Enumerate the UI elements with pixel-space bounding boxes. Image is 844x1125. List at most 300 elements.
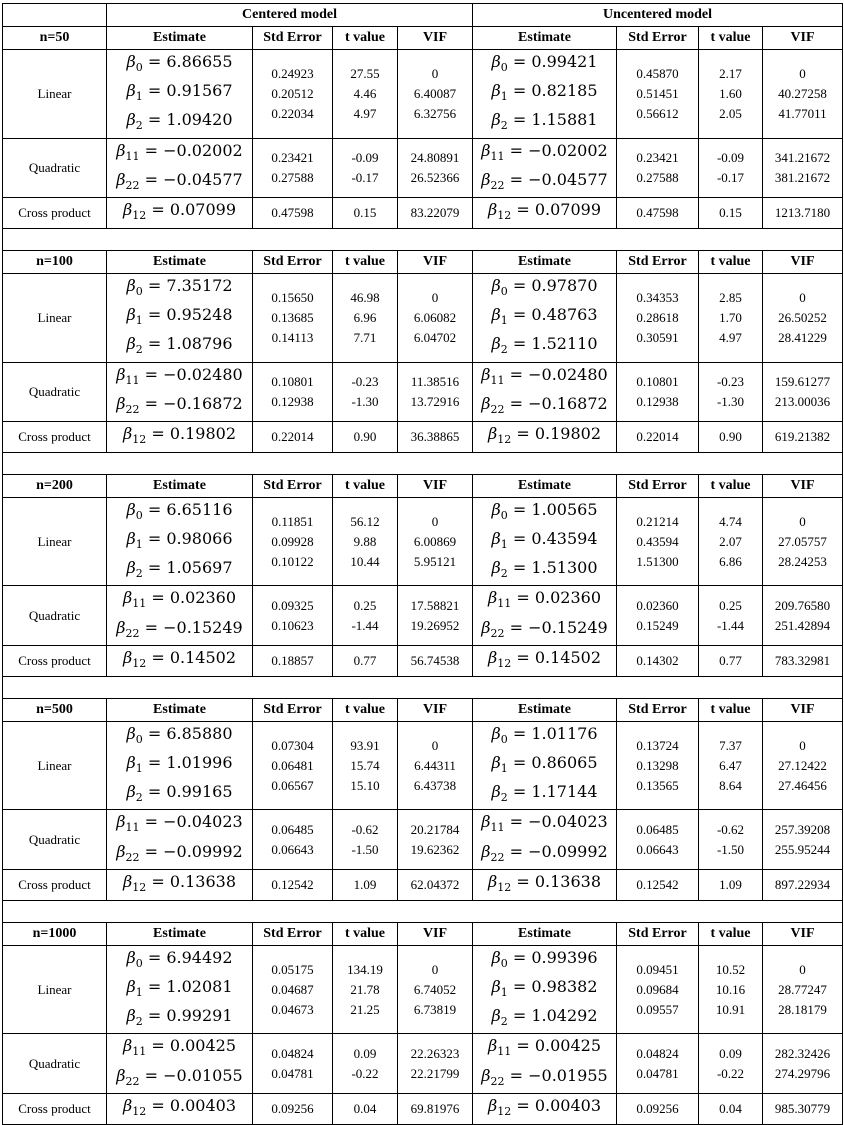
cell-value: 21.25 (350, 1001, 380, 1017)
beta-subscript: 1 (500, 538, 508, 552)
cell-value: 0.27588 (271, 169, 314, 185)
beta-subscript: 1 (135, 538, 143, 552)
centered-cross-estimate (107, 1093, 253, 1124)
uncentered-linear-vif (763, 721, 843, 810)
centered-linear-vif (398, 50, 473, 139)
centered-quadratic-std-error-values (253, 1044, 332, 1084)
beta-subscript: 22 (490, 178, 505, 192)
centered-linear-std-error-values (253, 512, 332, 572)
centered-cross-estimate-value (107, 1094, 252, 1123)
centered-cross-t-value: 0.04 (333, 1093, 398, 1124)
cross-product-row (3, 645, 843, 676)
cell-value: 0 (799, 289, 806, 305)
estimate-value: −0.02480 (163, 364, 243, 384)
beta-symbol: β (116, 169, 126, 189)
beta-subscript: 11 (497, 597, 512, 611)
estimate-value: 0.00403 (169, 1096, 236, 1116)
equals-sign: = (507, 110, 532, 130)
uncentered-quadratic-estimate (473, 362, 617, 421)
cell-value: 46.98 (350, 289, 380, 305)
cell-value: 56.12 (350, 513, 380, 529)
uncentered-quadratic-std-error-values (617, 148, 698, 188)
beta-subscript: 22 (125, 850, 140, 864)
sample-size-label: n=100 (3, 250, 107, 273)
uncentered-quadratic-t-value-values (699, 372, 762, 412)
cross-product-row-label: Cross product (3, 421, 107, 452)
centered-cross-vif: 83.22079 (398, 197, 473, 228)
uncentered-column-header: Estimate (473, 27, 617, 50)
beta-estimate (107, 870, 252, 899)
equals-sign: = (511, 872, 535, 892)
quadratic-row-label: Quadratic (3, 138, 107, 197)
beta-subscript: 12 (497, 1105, 512, 1119)
cross-product-row (3, 869, 843, 900)
uncentered-linear-estimate (473, 945, 617, 1034)
centered-cross-t-value: 0.90 (333, 421, 398, 452)
cell-value: 6.44311 (414, 757, 456, 773)
estimate-value: 6.94492 (166, 947, 233, 967)
beta-estimate (473, 139, 616, 168)
beta-symbol: β (126, 110, 136, 130)
centered-cross-t-value: 0.15 (333, 197, 398, 228)
sample-size-header-row (3, 474, 843, 497)
estimate-value: 1.17144 (531, 782, 598, 802)
centered-quadratic-std-error (253, 138, 333, 197)
beta-subscript: 2 (500, 791, 508, 805)
equals-sign: = (146, 872, 170, 892)
uncentered-quadratic-estimate (473, 810, 617, 869)
beta-estimate (107, 392, 252, 421)
uncentered-cross-estimate (473, 1093, 617, 1124)
cell-value: 19.62362 (410, 841, 460, 857)
centered-linear-estimate (107, 721, 253, 810)
uncentered-linear-t-value-values (699, 64, 762, 124)
beta-estimate (473, 50, 616, 79)
cell-value: 1.51300 (636, 553, 679, 569)
centered-quadratic-estimate (107, 586, 253, 645)
uncentered-linear-t-value-values (699, 512, 762, 572)
centered-cross-std-error: 0.47598 (253, 197, 333, 228)
beta-subscript: 1 (135, 986, 143, 1000)
cell-value: 0.23421 (271, 149, 314, 165)
equals-sign: = (142, 305, 167, 325)
uncentered-column-header: Estimate (473, 474, 617, 497)
uncentered-cross-estimate-value (473, 646, 616, 675)
uncentered-linear-estimate (473, 721, 617, 810)
uncentered-quadratic-t-value-values (699, 596, 762, 636)
cell-value: 28.24253 (778, 553, 827, 569)
estimate-value: 0.14502 (534, 648, 601, 668)
results-table (2, 3, 843, 1125)
uncentered-quadratic-estimate-values (473, 586, 616, 644)
equals-sign: = (504, 169, 529, 189)
block-spacer (3, 228, 843, 250)
cross-product-row (3, 421, 843, 452)
cell-value: 0.09 (719, 1045, 742, 1061)
estimate-value: 6.65116 (166, 499, 233, 519)
cell-value: 0.23421 (636, 149, 679, 165)
beta-estimate (107, 975, 252, 1004)
cell-value: 0.25 (353, 597, 377, 613)
centered-quadratic-t-value (333, 810, 398, 869)
uncentered-quadratic-t-value (699, 362, 763, 421)
estimate-value: −0.15249 (528, 617, 608, 637)
beta-subscript: 22 (490, 850, 505, 864)
uncentered-cross-t-value: 0.90 (699, 421, 763, 452)
cell-value: 0.27588 (636, 169, 679, 185)
cell-value: 6.04702 (413, 329, 457, 345)
beta-symbol: β (481, 140, 491, 160)
equals-sign: = (139, 169, 164, 189)
cell-value: 213.00036 (774, 393, 831, 409)
uncentered-cross-vif: 783.32981 (763, 645, 843, 676)
equals-sign: = (146, 200, 170, 220)
cell-value: 0.13724 (636, 737, 679, 753)
estimate-value: −0.01955 (528, 1065, 608, 1085)
beta-estimate (107, 946, 252, 975)
beta-subscript: 0 (500, 509, 508, 523)
beta-estimate (473, 422, 616, 451)
equals-sign: = (142, 976, 167, 996)
uncentered-quadratic-vif-values (763, 1044, 842, 1084)
estimate-value: 1.05697 (166, 558, 233, 578)
beta-subscript: 12 (132, 209, 147, 223)
cell-value: -0.17 (716, 169, 745, 185)
estimate-value: 0.43594 (531, 529, 598, 549)
estimate-value: 0.82185 (531, 81, 598, 101)
beta-estimate (107, 616, 252, 645)
centered-cross-vif: 36.38865 (398, 421, 473, 452)
beta-estimate (107, 1094, 252, 1123)
uncentered-quadratic-vif (763, 362, 843, 421)
equals-sign: = (142, 275, 167, 295)
centered-linear-estimate-values (107, 946, 252, 1034)
uncentered-cross-t-value: 0.77 (699, 645, 763, 676)
beta-symbol: β (116, 617, 126, 637)
estimate-value: 0.19802 (534, 424, 601, 444)
uncentered-cross-estimate (473, 869, 617, 900)
estimate-value: 1.52110 (531, 334, 598, 354)
cell-value: 159.61277 (774, 373, 831, 389)
uncentered-quadratic-std-error-values (617, 372, 698, 412)
centered-cross-estimate-value (107, 422, 252, 451)
estimate-value: −0.04023 (528, 812, 608, 832)
cell-value: -1.44 (351, 617, 379, 633)
sample-size-label: n=200 (3, 474, 107, 497)
estimate-value: 0.02360 (169, 588, 236, 608)
beta-symbol: β (123, 1096, 133, 1116)
estimate-value: −0.04577 (163, 169, 243, 189)
cell-value: 22.26323 (410, 1045, 460, 1061)
equals-sign: = (504, 617, 529, 637)
uncentered-linear-estimate-values (473, 50, 616, 138)
cell-value: 27.55 (350, 65, 380, 81)
cell-value: 2.05 (719, 105, 742, 121)
uncentered-cross-std-error: 0.22014 (617, 421, 699, 452)
uncentered-quadratic-t-value (699, 586, 763, 645)
uncentered-column-header: Std Error (617, 250, 699, 273)
sample-size-label: n=50 (3, 27, 107, 50)
beta-subscript: 0 (500, 61, 508, 75)
estimate-value: 0.00425 (169, 1036, 236, 1056)
beta-estimate (473, 751, 616, 780)
centered-linear-t-value-values (333, 288, 397, 348)
beta-subscript: 11 (490, 821, 505, 835)
equals-sign: = (511, 1096, 535, 1116)
centered-cross-std-error: 0.12542 (253, 869, 333, 900)
centered-quadratic-std-error-values (253, 820, 332, 860)
centered-quadratic-std-error (253, 586, 333, 645)
beta-subscript: 0 (135, 733, 143, 746)
equals-sign: = (511, 1036, 535, 1056)
centered-quadratic-std-error (253, 810, 333, 869)
cell-value: 0.13565 (636, 777, 679, 793)
cell-value: -0.22 (351, 1065, 379, 1081)
uncentered-linear-std-error (617, 945, 699, 1034)
equals-sign: = (146, 1096, 170, 1116)
cell-value: 0.45870 (636, 65, 679, 81)
estimate-value: 7.35172 (166, 275, 233, 295)
cell-value: 0.12938 (636, 393, 679, 409)
centered-column-header: Estimate (107, 250, 253, 273)
cell-value: 0.12938 (271, 393, 314, 409)
centered-column-header: t value (333, 698, 398, 721)
cell-value: 0.09684 (636, 981, 679, 997)
beta-symbol: β (123, 1036, 133, 1056)
beta-estimate (473, 840, 616, 869)
centered-linear-vif-values (398, 960, 472, 1020)
equals-sign: = (142, 1006, 167, 1026)
estimate-value: 1.09420 (166, 110, 233, 130)
centered-column-header: Std Error (253, 250, 333, 273)
centered-linear-vif-values (398, 288, 472, 348)
cell-value: 13.72916 (410, 393, 460, 409)
estimate-value: −0.09992 (163, 841, 243, 861)
cell-value: 27.05757 (778, 533, 827, 549)
equals-sign: = (139, 364, 164, 384)
centered-linear-t-value (333, 497, 398, 586)
model-header-row (3, 4, 843, 27)
estimate-value: 0.95248 (166, 305, 233, 325)
centered-linear-vif (398, 945, 473, 1034)
beta-symbol: β (481, 812, 491, 832)
beta-estimate (107, 198, 252, 227)
uncentered-quadratic-std-error (617, 1034, 699, 1093)
cell-value: 282.32426 (774, 1045, 831, 1061)
uncentered-linear-std-error-values (617, 288, 698, 348)
equals-sign: = (511, 588, 535, 608)
uncentered-column-header: Estimate (473, 698, 617, 721)
beta-estimate (473, 498, 616, 527)
centered-quadratic-estimate (107, 362, 253, 421)
estimate-value: 0.99291 (166, 1006, 233, 1026)
cross-product-row-label: Cross product (3, 645, 107, 676)
beta-estimate (107, 303, 252, 332)
centered-quadratic-estimate (107, 810, 253, 869)
cell-value: 251.42894 (774, 617, 831, 633)
uncentered-column-header: Std Error (617, 474, 699, 497)
equals-sign: = (142, 52, 167, 71)
beta-estimate (473, 1064, 616, 1093)
uncentered-cross-estimate (473, 421, 617, 452)
beta-subscript: 12 (132, 881, 147, 895)
equals-sign: = (507, 1006, 532, 1026)
cell-value: 0.07304 (271, 737, 314, 753)
beta-estimate (473, 332, 616, 361)
estimate-value: 0.07099 (534, 200, 601, 220)
cell-value: -1.50 (716, 841, 745, 857)
beta-subscript: 0 (135, 956, 143, 970)
uncentered-linear-t-value (699, 273, 763, 362)
centered-linear-vif-values (398, 64, 472, 124)
cell-value: 6.73819 (413, 1001, 457, 1017)
beta-estimate (107, 168, 252, 197)
centered-quadratic-t-value (333, 362, 398, 421)
centered-column-header: VIF (398, 27, 473, 50)
estimate-value: 1.15881 (531, 110, 598, 130)
cell-value: -0.22 (716, 1065, 745, 1081)
centered-linear-t-value-values (333, 736, 397, 796)
cell-value: 1.60 (719, 85, 742, 101)
cell-value: 0.14113 (271, 329, 314, 345)
uncentered-column-header: Estimate (473, 250, 617, 273)
centered-cross-estimate-value (107, 870, 252, 899)
beta-symbol: β (491, 275, 501, 295)
uncentered-linear-vif-values (763, 736, 842, 796)
equals-sign: = (507, 782, 532, 802)
uncentered-quadratic-t-value (699, 138, 763, 197)
sample-size-header-row (3, 27, 843, 50)
uncentered-linear-std-error-values (617, 736, 698, 796)
linear-row-label: Linear (3, 497, 107, 586)
centered-quadratic-t-value (333, 586, 398, 645)
equals-sign: = (507, 976, 532, 996)
centered-column-header: Std Error (253, 474, 333, 497)
centered-quadratic-std-error (253, 362, 333, 421)
beta-subscript: 2 (500, 343, 508, 357)
estimate-value: −0.04023 (163, 812, 243, 832)
cell-value: 6.32756 (413, 105, 457, 121)
cell-value: 0.06567 (271, 777, 314, 793)
beta-symbol: β (116, 1065, 126, 1085)
quadratic-row (3, 1034, 843, 1093)
centered-quadratic-vif-values (398, 372, 472, 412)
centered-linear-t-value-values (333, 512, 397, 572)
centered-quadratic-t-value (333, 138, 398, 197)
equals-sign: = (507, 52, 532, 71)
linear-row (3, 497, 843, 586)
centered-cross-t-value: 0.77 (333, 645, 398, 676)
equals-sign: = (507, 499, 532, 519)
cell-value: 15.74 (350, 757, 380, 773)
uncentered-cross-estimate-value (473, 870, 616, 899)
beta-estimate (473, 616, 616, 645)
cell-value: 5.95121 (413, 553, 457, 569)
cell-value: 0.09 (353, 1045, 377, 1061)
cell-value: 0.20512 (271, 85, 314, 101)
beta-subscript: 11 (132, 597, 147, 611)
centered-cross-estimate (107, 645, 253, 676)
cell-value: 0 (799, 65, 806, 81)
quadratic-row-label: Quadratic (3, 810, 107, 869)
estimate-value: −0.01055 (163, 1065, 243, 1085)
equals-sign: = (507, 305, 532, 325)
beta-subscript: 0 (135, 61, 143, 75)
beta-subscript: 0 (500, 733, 508, 746)
centered-cross-estimate (107, 421, 253, 452)
beta-estimate (107, 751, 252, 780)
cell-value: 0 (431, 961, 439, 977)
beta-subscript: 22 (125, 1074, 140, 1088)
cell-value: 8.64 (719, 777, 742, 793)
estimate-value: 1.02081 (166, 976, 233, 996)
estimate-value: 0.14502 (169, 648, 236, 668)
uncentered-quadratic-std-error (617, 810, 699, 869)
centered-cross-std-error: 0.22014 (253, 421, 333, 452)
cell-value: 0.09928 (271, 533, 314, 549)
equals-sign: = (146, 648, 170, 668)
uncentered-linear-std-error (617, 50, 699, 139)
linear-row-label: Linear (3, 945, 107, 1034)
centered-linear-std-error (253, 721, 333, 810)
beta-estimate (473, 780, 616, 809)
uncentered-quadratic-t-value-values (699, 820, 762, 860)
estimate-value: 0.19802 (169, 424, 236, 444)
estimate-value: 0.48763 (531, 305, 598, 325)
sample-size-header-row (3, 698, 843, 721)
beta-symbol: β (116, 140, 126, 160)
quadratic-row (3, 138, 843, 197)
centered-linear-std-error-values (253, 288, 332, 348)
quadratic-row-label: Quadratic (3, 586, 107, 645)
block-spacer (3, 676, 843, 698)
centered-quadratic-vif (398, 586, 473, 645)
centered-column-header: Estimate (107, 698, 253, 721)
beta-symbol: β (491, 782, 501, 802)
uncentered-column-header: t value (699, 922, 763, 945)
cell-value: -0.23 (716, 373, 745, 389)
equals-sign: = (511, 424, 535, 444)
beta-symbol: β (116, 841, 126, 861)
estimate-value: 0.98382 (531, 976, 598, 996)
cell-value: 0.04781 (636, 1065, 679, 1081)
centered-cross-estimate-value (107, 198, 252, 227)
cell-value: 0.04824 (636, 1045, 679, 1061)
beta-symbol: β (126, 334, 136, 354)
cell-value: 0.15249 (636, 617, 679, 633)
centered-quadratic-std-error-values (253, 148, 332, 188)
cell-value: 0.28618 (636, 309, 679, 325)
cell-value: -1.30 (716, 393, 745, 409)
uncentered-quadratic-vif (763, 586, 843, 645)
beta-subscript: 12 (497, 881, 512, 895)
cell-value: 7.71 (353, 329, 377, 345)
cell-value: 0.34353 (636, 289, 679, 305)
estimate-value: −0.09992 (528, 841, 608, 861)
beta-symbol: β (491, 334, 501, 354)
uncentered-linear-std-error-values (617, 512, 698, 572)
cell-value: 27.12422 (778, 757, 827, 773)
estimate-value: 0.99421 (531, 52, 598, 71)
beta-symbol: β (116, 812, 126, 832)
uncentered-column-header: t value (699, 27, 763, 50)
equals-sign: = (142, 110, 167, 130)
linear-row-label: Linear (3, 721, 107, 810)
cell-value: 0.51451 (636, 85, 679, 101)
centered-linear-std-error (253, 273, 333, 362)
beta-subscript: 22 (125, 626, 140, 640)
beta-estimate (107, 332, 252, 361)
